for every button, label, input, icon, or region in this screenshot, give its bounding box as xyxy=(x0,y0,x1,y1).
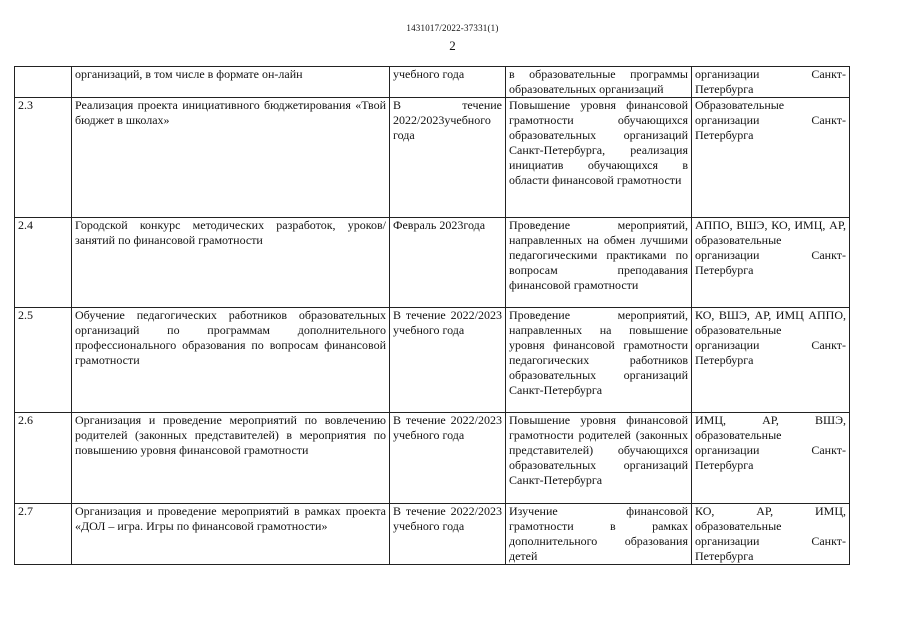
period-cell: В течение 2022/2023 учебного года xyxy=(390,413,506,504)
row-number: 2.6 xyxy=(15,413,72,504)
result-cell: Проведение мероприятий, направленных на повышение уровня финансовой грамотности педагогических работников образовательных организаций Санкт-Петербурга xyxy=(506,308,692,413)
event-cell: Организация и проведение мероприятий в рамках проекта «ДОЛ – игра. Игры по финансовой грамотности» xyxy=(72,504,390,565)
event-cell: Обучение педагогических работников образовательных организаций по программам дополнительного профессионального образования по вопросам финансовой грамотности xyxy=(72,308,390,413)
result-cell: Проведение мероприятий, направленных на обмен лучшими педагогическими практиками по вопросам преподавания финансовой грамотности xyxy=(506,218,692,308)
table-row xyxy=(15,413,850,504)
event-cell: организаций, в том числе в формате он-лайн xyxy=(72,67,390,98)
executors-cell: АППО, ВШЭ, КО, ИМЦ, АР, образовательные организации Санкт-Петербурга xyxy=(692,218,850,308)
period-cell: Февраль 2023года xyxy=(390,218,506,308)
executors-cell: Образовательные организации Санкт-Петербурга xyxy=(692,98,850,218)
event-cell: Реализация проекта инициативного бюджетирования «Твой бюджет в школах» xyxy=(72,98,390,218)
event-cell: Организация и проведение мероприятий по вовлечению родителей (законных представителей) в мероприятия по повышению уровня финансовой грамотности xyxy=(72,413,390,504)
row-number: 2.7 xyxy=(15,504,72,565)
plan-table xyxy=(14,66,850,565)
table-row xyxy=(15,218,850,308)
table-row xyxy=(15,67,850,98)
row-number: 2.4 xyxy=(15,218,72,308)
result-cell: в образовательные программы образовательных организаций xyxy=(506,67,692,98)
row-number: 2.5 xyxy=(15,308,72,413)
executors-cell: КО, ВШЭ, АР, ИМЦ АППО, образовательные организации Санкт-Петербурга xyxy=(692,308,850,413)
executors-cell: организации Санкт-Петербурга xyxy=(692,67,850,98)
period-cell: В течение 2022/2023 учебного года xyxy=(390,504,506,565)
period-cell: В течение 2022/2023учебного года xyxy=(390,98,506,218)
period-cell: учебного года xyxy=(390,67,506,98)
table-row xyxy=(15,504,850,565)
page-number: 2 xyxy=(449,38,456,53)
event-cell: Городской конкурс методических разработок, уроков/занятий по финансовой грамотности xyxy=(72,218,390,308)
result-cell: Повышение уровня финансовой грамотности обучающихся образовательных организаций Санкт-Петербурга, реализация инициатив обучающихся в области финансовой грамотности xyxy=(506,98,692,218)
period-cell: В течение 2022/2023 учебного года xyxy=(390,308,506,413)
executors-cell: ИМЦ, АР, ВШЭ, образовательные организации Санкт-Петербурга xyxy=(692,413,850,504)
document-registration-number: 1431017/2022-37331(1) xyxy=(406,23,499,33)
result-cell: Изучение финансовой грамотности в рамках дополнительного образования детей xyxy=(506,504,692,565)
table-row xyxy=(15,98,850,218)
executors-cell: КО, АР, ИМЦ, образовательные организации Санкт-Петербурга xyxy=(692,504,850,565)
table-row xyxy=(15,308,850,413)
row-number: 2.3 xyxy=(15,98,72,218)
result-cell: Повышение уровня финансовой грамотности родителей (законных представителей) обучающихся образовательных организаций Санкт-Петербурга xyxy=(506,413,692,504)
row-number xyxy=(15,67,72,98)
